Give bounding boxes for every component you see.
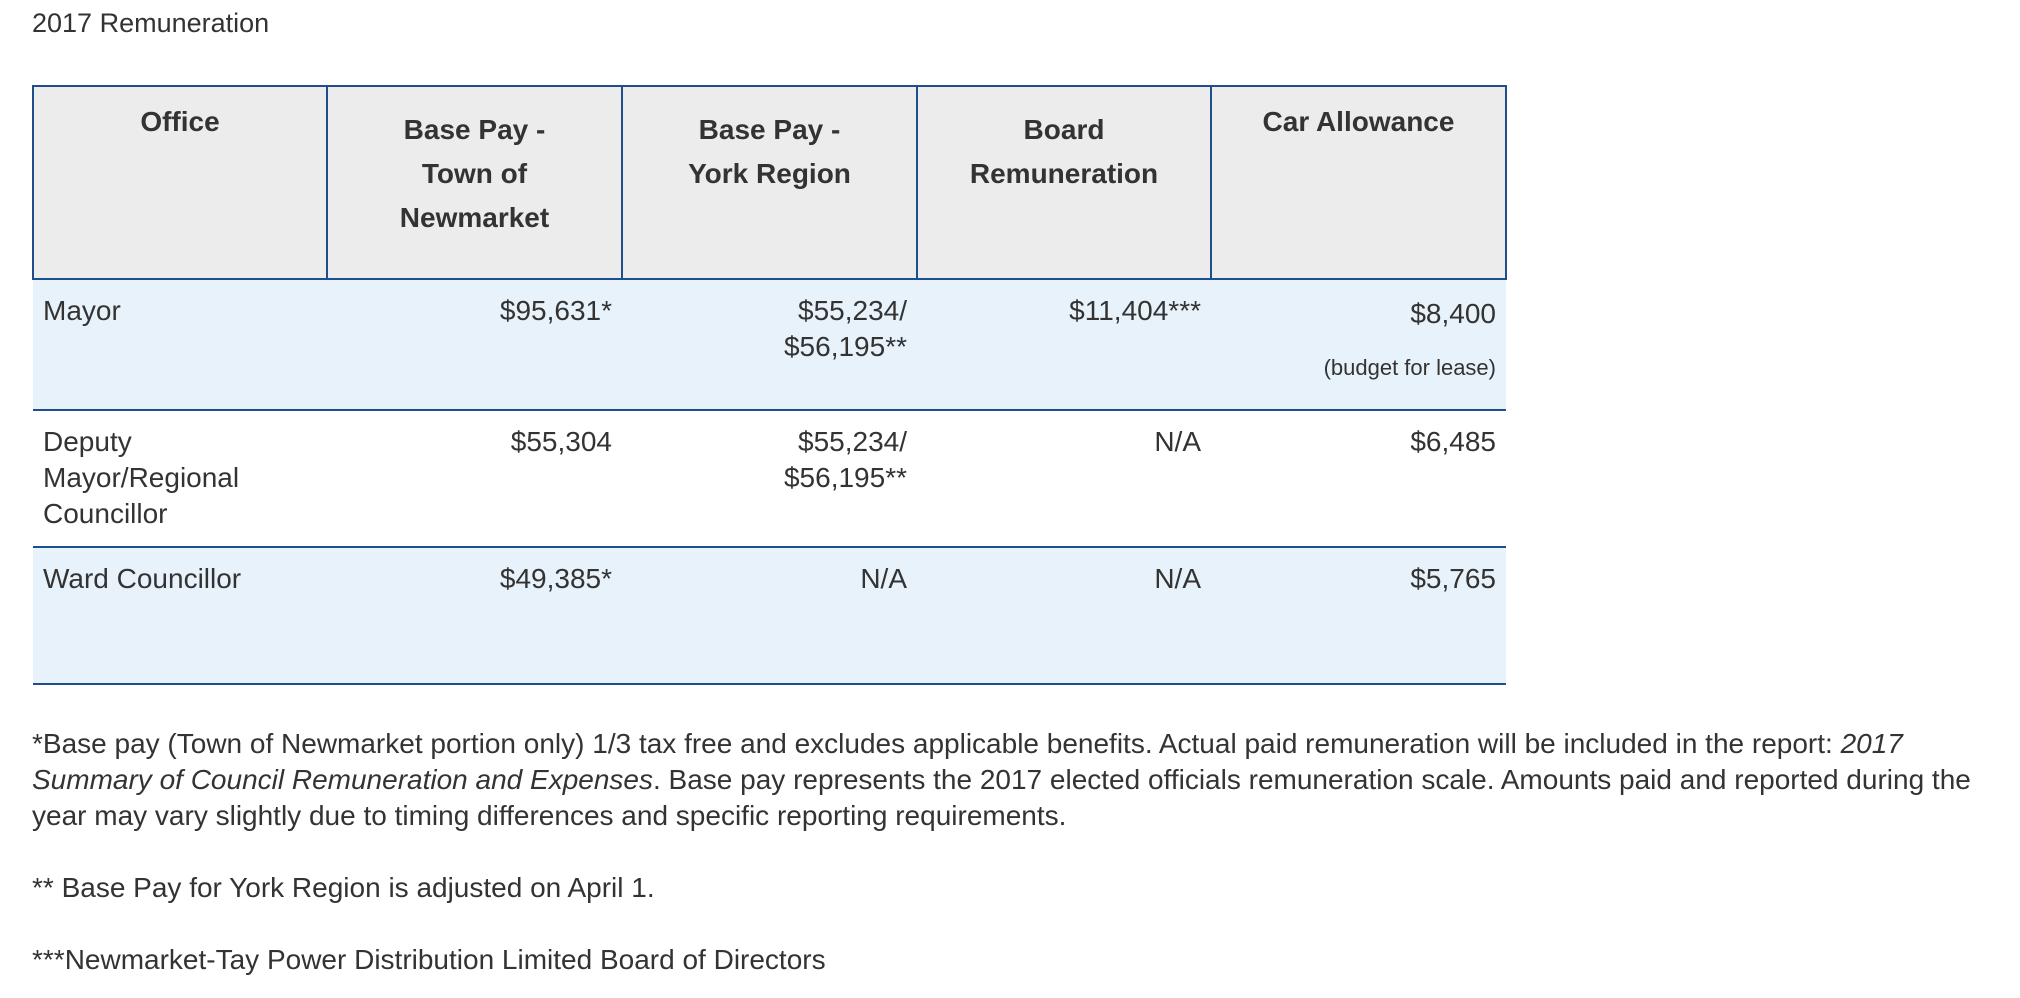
cell-base-pay-town: $49,385* <box>327 547 622 684</box>
header-base-pay-town: Base Pay - Town of Newmarket <box>327 86 622 279</box>
cell-base-pay-town: $55,304 <box>327 410 622 547</box>
cell-board-remuneration: N/A <box>917 547 1211 684</box>
cell-car-allowance: $8,400 (budget for lease) <box>1211 279 1506 410</box>
cell-office: Ward Councillor <box>33 547 327 684</box>
header-base-pay-york: Base Pay - York Region <box>622 86 917 279</box>
page-title: 2017 Remuneration <box>32 8 270 38</box>
remuneration-table <box>32 85 1507 685</box>
table-row-mayor <box>33 279 1506 410</box>
cell-base-pay-york: $55,234/ $56,195** <box>622 279 917 410</box>
cell-car-allowance: $6,485 <box>1211 410 1506 547</box>
cell-base-pay-york: $55,234/ $56,195** <box>622 410 917 547</box>
car-allowance-note: (budget for lease) <box>1323 355 1496 380</box>
cell-office: Mayor <box>33 279 327 410</box>
footnote-base-pay: *Base pay (Town of Newmarket portion only) 1/3 tax free and excludes applicable benefits. Actual paid remuneration will be included in the report: 2017 Summary of Council Remuneration and Expenses. Base pay represents the 2017 elected officials remuneration scale. Amounts paid and reported during the year may vary slightly due to timing differences and specific reporting requirements. <box>32 728 1971 831</box>
cell-car-allowance: $5,765 <box>1211 547 1506 684</box>
cell-office: Deputy Mayor/Regional Councillor <box>33 410 327 547</box>
header-office: Office <box>33 86 327 279</box>
table-row-ward-councillor <box>33 547 1506 684</box>
footnotes <box>32 726 2007 978</box>
header-board-remuneration: Board Remuneration <box>917 86 1211 279</box>
cell-base-pay-york: N/A <box>622 547 917 684</box>
table-row-deputy-mayor <box>33 410 1506 547</box>
footnote-york-region: ** Base Pay for York Region is adjusted on April 1. <box>32 872 655 903</box>
report-title: 2017 Summary of Council Remuneration and Expenses <box>32 728 1903 795</box>
header-row <box>33 86 1506 279</box>
header-car-allowance: Car Allowance <box>1211 86 1506 279</box>
cell-board-remuneration: N/A <box>917 410 1211 547</box>
cell-base-pay-town: $95,631* <box>327 279 622 410</box>
footnote-board: ***Newmarket-Tay Power Distribution Limited Board of Directors <box>32 944 826 975</box>
cell-board-remuneration: $11,404*** <box>917 279 1211 410</box>
